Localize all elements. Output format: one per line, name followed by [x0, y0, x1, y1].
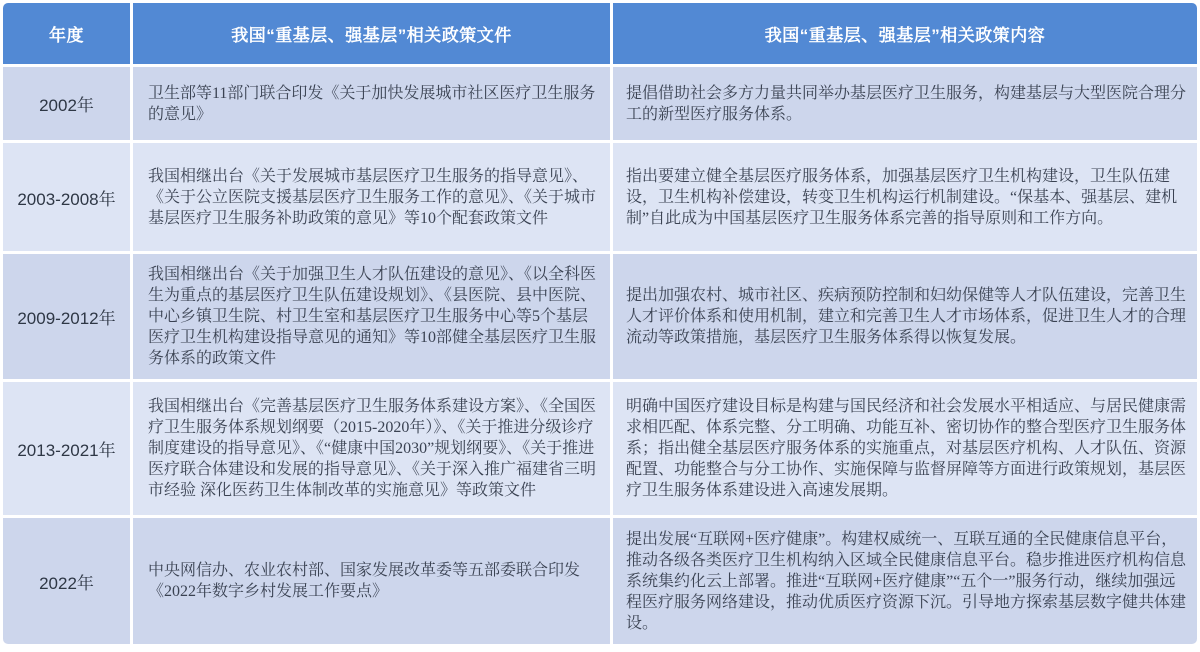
documents-cell-2009-2012: 我国相继出台《关于加强卫生人才队伍建设的意见》、《以全科医生为重点的基层医疗卫生队伍建设规划》、《县医院、县中医院、中心乡镇卫生院、村卫生室和基层医疗卫生服务中心等5个基层医疗卫生机构建设指导意见的通知》等10部健全基层医疗卫生服务体系的政策文件 — [133, 254, 610, 379]
year-cell-2002: 2002年 — [3, 67, 130, 140]
content-cell-2002: 提倡借助社会多方力量共同举办基层医疗卫生服务，构建基层与大型医院合理分工的新型医疗服务体系。 — [613, 67, 1197, 140]
content-cell-2003-2008: 指出要建立健全基层医疗服务体系，加强基层医疗卫生机构建设，卫生队伍建设，卫生机构补偿建设，转变卫生机构运行机制建设。“保基本、强基层、建机制”自此成为中国基层医疗卫生服务体系完善的指导原则和工作方向。 — [613, 143, 1197, 251]
documents-cell-2013-2021: 我国相继出台《完善基层医疗卫生服务体系建设方案》、《全国医疗卫生服务体系规划纲要（2015-2020年）》、《关于推进分级诊疗制度建设的指导意见》、《“健康中国2030”规划纲要》、《关于推进医疗联合体建设和发展的指导意见》、《关于深入推广福建省三明市经验 深化医药卫生体制改革的实施意见》等政策文件 — [133, 382, 610, 515]
column-header-content: 我国“重基层、强基层”相关政策内容 — [613, 3, 1197, 64]
content-cell-2013-2021: 明确中国医疗建设目标是构建与国民经济和社会发展水平相适应、与居民健康需求相匹配、体系完整、分工明确、功能互补、密切协作的整合型医疗卫生服务体系；指出健全基层医疗服务体系的实施重点，对基层医疗机构、人才队伍、资源配置、功能整合与分工协作、实施保障与监督屏障等方面进行政策规划，基层医疗卫生服务体系建设进入高速发展期。 — [613, 382, 1197, 515]
content-cell-2022: 提出发展“互联网+医疗健康”。构建权威统一、互联互通的全民健康信息平台，推动各级各类医疗卫生机构纳入区域全民健康信息平台。稳步推进医疗机构信息系统集约化云上部署。推进“互联网+医疗健康”“五个一”服务行动，继续加强远程医疗服务网络建设，推动优质医疗资源下沉。引导地方探索基层数字健共体建设。 — [613, 518, 1197, 644]
year-cell-2022: 2022年 — [3, 518, 130, 644]
content-cell-2009-2012: 提出加强农村、城市社区、疾病预防控制和妇幼保健等人才队伍建设，完善卫生人才评价体系和使用机制，建立和完善卫生人才市场体系，促进卫生人才的合理流动等政策措施，基层医疗卫生服务体系得以恢复发展。 — [613, 254, 1197, 379]
documents-cell-2022: 中央网信办、农业农村部、国家发展改革委等五部委联合印发《2022年数字乡村发展工作要点》 — [133, 518, 610, 644]
documents-cell-2002: 卫生部等11部门联合印发《关于加快发展城市社区医疗卫生服务的意见》 — [133, 67, 610, 140]
column-header-documents: 我国“重基层、强基层”相关政策文件 — [133, 3, 610, 64]
year-cell-2013-2021: 2013-2021年 — [3, 382, 130, 515]
column-header-year: 年度 — [3, 3, 130, 64]
documents-cell-2003-2008: 我国相继出台《关于发展城市基层医疗卫生服务的指导意见》、《关于公立医院支援基层医疗卫生服务工作的意见》、《关于城市基层医疗卫生服务补助政策的意见》等10个配套政策文件 — [133, 143, 610, 251]
year-cell-2009-2012: 2009-2012年 — [3, 254, 130, 379]
year-cell-2003-2008: 2003-2008年 — [3, 143, 130, 251]
